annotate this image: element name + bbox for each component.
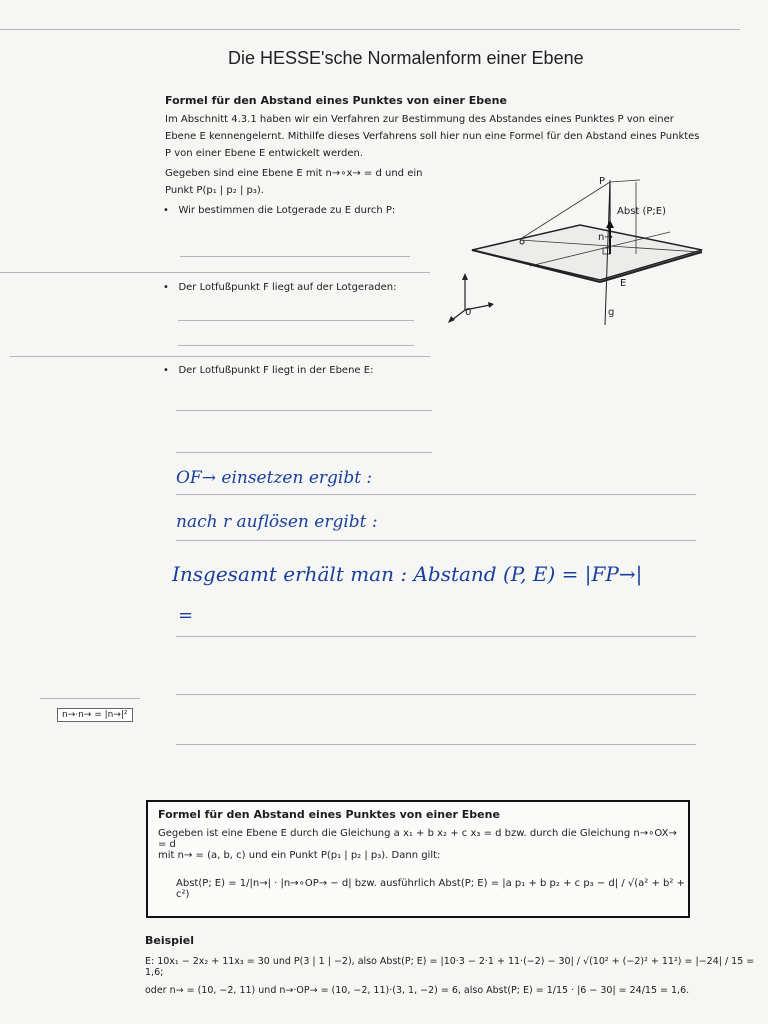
box-line-3: Abst(P; E) = 1/|n→| · |n→∘OP→ − d| bzw. ausführlich Abst(P; E) = |a p₁ + b p₂ + c p₃ − d| / √(a² + b² + c²) [176, 878, 685, 900]
figure-label-p: P [599, 176, 606, 187]
answer-line-3a [176, 410, 432, 411]
box-heading: Formel für den Abstand eines Punktes von einer Ebene [158, 808, 500, 821]
answer-line-6 [176, 636, 696, 637]
given-line-2: Punkt P(p₁ | p₂ | p₃). [165, 185, 264, 196]
answer-line-3b [176, 452, 432, 453]
handwritten-line-4: = [178, 605, 194, 626]
axis-y-head [488, 302, 494, 308]
p-marker [610, 180, 640, 182]
axis-x [452, 310, 465, 320]
bullet-2-text: Der Lotfußpunkt F liegt auf der Lotgeraden: [178, 282, 397, 293]
answer-line-2a [178, 320, 414, 321]
example-line-2: oder n→ = (10, −2, 11) und n→·OP→ = (10, −2, 11)·(3, 1, −2) = 6, also Abst(P; E) = 1/15 · |6 − 30| = 24/15 = 1,6. [145, 985, 690, 996]
scan-rule-1 [0, 272, 430, 273]
figure-label-abst: Abst (P;E) [617, 206, 667, 217]
figure-label-n: n→ [598, 232, 613, 243]
bullet-3: • Der Lotfußpunkt F liegt in der Ebene E: [163, 365, 374, 376]
handwritten-line-3: Insgesamt erhält man : Abstand (P, E) = |FP→| [172, 562, 643, 586]
intro-line-3: P von einer Ebene E entwickelt werden. [165, 148, 364, 159]
scan-rule-top [0, 29, 740, 30]
page-title: Die HESSE'sche Normalenform einer Ebene [228, 48, 584, 68]
plane-figure [440, 170, 740, 330]
given-line-1: Gegeben sind eine Ebene E mit n→∘x→ = d und ein [165, 168, 423, 179]
scan-rule-2 [10, 356, 430, 357]
bullet-1-text: Wir bestimmen die Lotgerade zu E durch P: [178, 205, 396, 216]
normal-arrowhead [606, 220, 614, 228]
handwritten-line-2: nach r auflösen ergibt : [176, 512, 378, 532]
figure-label-e: E [620, 278, 627, 289]
figure-label-g: g [608, 307, 615, 318]
margin-note: n→·n→ = |n→|² [57, 708, 133, 722]
answer-line-7 [176, 694, 696, 695]
answer-line-5 [176, 540, 696, 541]
bullet-1: • Wir bestimmen die Lotgerade zu E durch P: [163, 205, 396, 216]
answer-line-4 [176, 494, 696, 495]
answer-line-1 [180, 256, 410, 257]
bullet-3-text: Der Lotfußpunkt F liegt in der Ebene E: [178, 365, 374, 376]
answer-line-2b [178, 345, 414, 346]
example-heading: Beispiel [145, 934, 195, 947]
intro-line-1: Im Abschnitt 4.3.1 haben wir ein Verfahren zur Bestimmung des Abstandes eines Punktes P von einer [165, 114, 674, 125]
axis-x-head [448, 316, 455, 323]
figure-label-o: 0 [465, 307, 472, 318]
example-line-1: E: 10x₁ − 2x₂ + 11x₃ = 30 und P(3 | 1 | −2), also Abst(P; E) = |10·3 − 2·1 + 11·(−2) − 30| / √(10² + (−2)² + 11²) = |−24| / 15 = 1,6; [145, 956, 755, 978]
formula-box [146, 800, 690, 918]
answer-line-8 [176, 744, 696, 745]
scan-rule-3 [40, 698, 140, 699]
handwritten-line-1: OF→ einsetzen ergibt : [176, 468, 373, 488]
box-line-1: Gegeben ist eine Ebene E durch die Gleichung a x₁ + b x₂ + c x₃ = d bzw. durch die Gleichung n→∘OX→ = d [158, 828, 677, 850]
axis-z-head [462, 273, 468, 280]
intro-line-2: Ebene E kennengelernt. Mithilfe dieses Verfahrens soll hier nun eine Formel für den Abstand eines Punktes [165, 131, 700, 142]
section-heading: Formel für den Abstand eines Punktes von einer Ebene [165, 94, 507, 107]
bullet-2: • Der Lotfußpunkt F liegt auf der Lotgeraden: [163, 282, 397, 293]
box-line-2: mit n→ = (a, b, c) und ein Punkt P(p₁ | p₂ | p₃). Dann gilt: [158, 850, 441, 861]
